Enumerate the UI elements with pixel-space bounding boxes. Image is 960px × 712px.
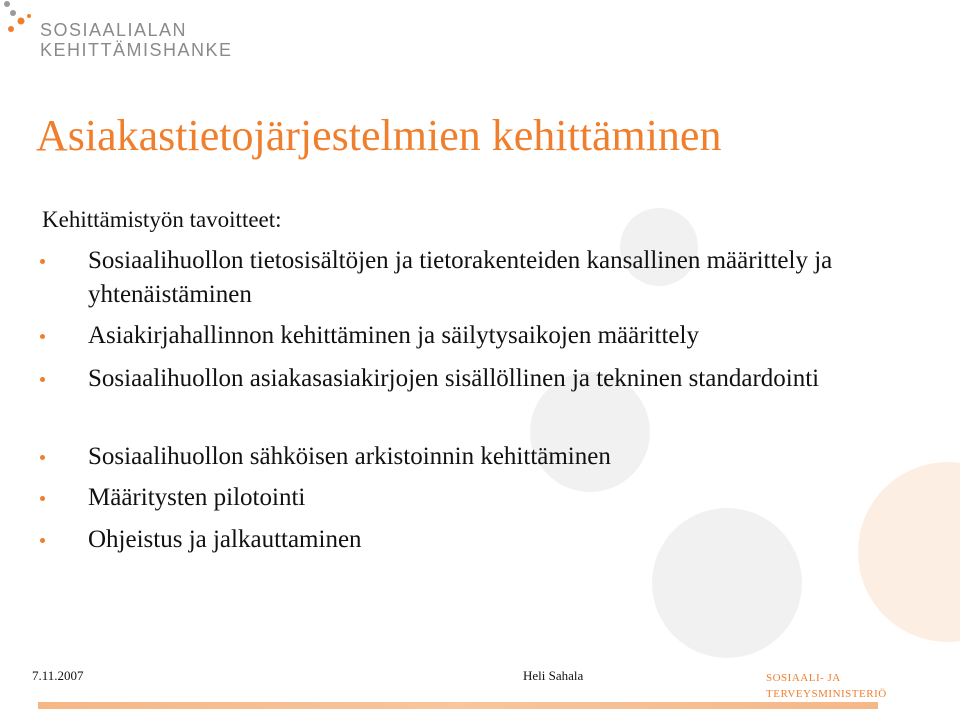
footer-org-line1: SOSIAALI- JA bbox=[766, 672, 841, 684]
footer-organization bbox=[766, 670, 936, 702]
bullet-text: Sosiaalihuollon asiakasasiakirjojen sisällöllinen ja tekninen standardointi bbox=[88, 365, 820, 392]
bullet-dot-icon bbox=[40, 259, 45, 264]
bullet-dot-icon bbox=[40, 455, 45, 460]
footer-date: 7.11.2007 bbox=[32, 668, 84, 683]
logo-dots-icon bbox=[0, 0, 40, 40]
footer-bar bbox=[38, 702, 878, 709]
slide-title: Asiakastietojärjestelmien kehittäminen bbox=[36, 111, 722, 160]
bullet-text: Sosiaalihuollon sähköisen arkistoinnin kehittäminen bbox=[88, 443, 611, 470]
bullet-text: Asiakirjahallinnon kehittäminen ja säilytysaikojen määrittely bbox=[88, 322, 699, 349]
slide-subtitle: Kehittämistyön tavoitteet: bbox=[42, 207, 282, 232]
bullet-dot-icon bbox=[40, 538, 45, 543]
logo-text-line2: KEHITTÄMISHANKE bbox=[40, 40, 233, 60]
footer-author: Heli Sahala bbox=[523, 668, 584, 683]
bullet-text: Ohjeistus ja jalkauttaminen bbox=[88, 526, 362, 553]
organization-logo bbox=[0, 0, 240, 70]
bullet-text: Sosiaalihuollon tietosisältöjen ja tietorakenteiden kansallinen määrittely ja yhtenäistäminen bbox=[88, 247, 833, 308]
footer-org-line2: TERVEYSMINISTERIÖ bbox=[766, 688, 887, 700]
decor-circle-right bbox=[858, 462, 960, 642]
bullet-dot-icon bbox=[40, 496, 45, 501]
logo-text-line1: SOSIAALIALAN bbox=[40, 20, 188, 40]
bullet-dot-icon bbox=[40, 377, 45, 382]
bullet-text: Määritysten pilotointi bbox=[88, 484, 306, 511]
bullet-dot-icon bbox=[40, 334, 45, 339]
